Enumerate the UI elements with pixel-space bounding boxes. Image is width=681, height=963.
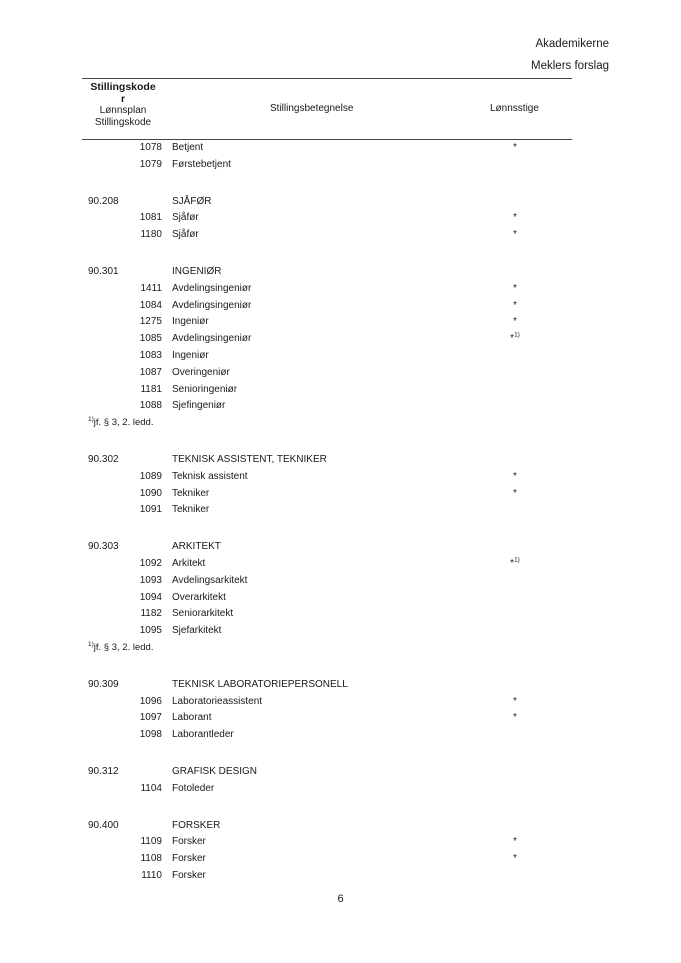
position-code: 1087	[139, 366, 162, 378]
table-row	[0, 590, 681, 607]
table-row	[0, 157, 681, 174]
scale-marker: *	[513, 470, 517, 482]
position-code: 1079	[139, 158, 162, 170]
column-header-scale: Lønnsstige	[490, 103, 539, 114]
scale-marker: *	[513, 836, 517, 848]
column-header-code-sub2: Stillingskode	[94, 117, 152, 128]
table-row	[0, 623, 681, 640]
table-row	[0, 298, 681, 315]
position-code: 1094	[139, 591, 162, 603]
position-code: 1092	[139, 557, 162, 569]
position-code: 1081	[139, 212, 162, 224]
group-code: 90.302	[88, 453, 119, 465]
column-header-title: Stillingsbetegnelse	[270, 103, 354, 114]
position-title: Førstebetjent	[172, 158, 231, 170]
position-title: Tekniker	[172, 504, 210, 516]
table-row	[0, 227, 681, 244]
footnote-ref: 1)	[514, 331, 520, 339]
position-code: 1275	[139, 316, 162, 328]
position-title: Betjent	[172, 142, 204, 153]
table-row	[0, 573, 681, 590]
table-row	[0, 348, 681, 365]
table-row	[0, 486, 681, 503]
table-row	[0, 502, 681, 519]
position-title: Seniorarkitekt	[172, 608, 234, 620]
group-title: ARKITEKT	[172, 541, 221, 553]
footnote-text: $^{1)}$jf. § 3, 2. ledd.	[88, 640, 154, 653]
header-proposal: Meklers forslag	[531, 60, 609, 72]
position-code: 1096	[139, 695, 162, 707]
footnote	[0, 415, 681, 432]
table-row	[0, 140, 681, 157]
scale-marker: *	[513, 853, 517, 865]
scale-marker: *	[513, 299, 517, 311]
position-code: 1088	[139, 400, 162, 412]
position-title: Fotoleder	[172, 782, 215, 794]
group-title: FORSKER	[172, 819, 221, 831]
group-code: 90.312	[88, 765, 119, 777]
table-row	[0, 469, 681, 486]
position-title: Avdelingsingeniør	[172, 282, 252, 294]
position-title: Sjåfør	[172, 212, 199, 224]
table-row	[0, 398, 681, 415]
position-title: Forsker	[172, 853, 206, 865]
header-organization: Akademikerne	[535, 38, 609, 50]
position-title: Senioringeniør	[172, 383, 238, 395]
table-row	[0, 834, 681, 851]
table-row	[0, 781, 681, 798]
group-row	[0, 264, 681, 281]
table-row	[0, 606, 681, 623]
position-title: Forsker	[172, 836, 206, 848]
group-row	[0, 539, 681, 556]
scale-marker: *	[513, 695, 517, 707]
position-title: Teknisk assistent	[172, 470, 248, 482]
position-title: Sjefarkitekt	[172, 625, 222, 637]
position-code: 1089	[139, 470, 162, 482]
column-header-code	[84, 81, 162, 129]
table-row	[0, 331, 681, 348]
scale-marker: *	[513, 487, 517, 499]
position-title: Avdelingsingeniør	[172, 299, 252, 311]
table-row	[0, 868, 681, 885]
scale-marker: *	[513, 229, 517, 241]
group-code: 90.303	[88, 541, 119, 553]
scale-marker: *	[513, 712, 517, 724]
scale-marker: *	[513, 316, 517, 328]
table-row	[0, 314, 681, 331]
table-row	[0, 281, 681, 298]
group-code: 90.301	[88, 265, 119, 277]
column-header-code-sub1: Lønnsplan	[99, 105, 147, 116]
position-code: 1110	[141, 869, 162, 881]
group-row	[0, 194, 681, 211]
position-code: 1181	[140, 383, 162, 395]
group-code: 90.400	[88, 819, 119, 831]
position-title: Avdelingsarkitekt	[172, 574, 248, 586]
scale-marker: *	[513, 212, 517, 224]
scale-marker: *	[513, 142, 517, 153]
table-row	[0, 694, 681, 711]
footnote-mark: 1)	[88, 640, 94, 648]
footnote	[0, 640, 681, 657]
position-table	[0, 140, 681, 885]
position-code: 1093	[139, 574, 162, 586]
group-title: INGENIØR	[172, 265, 222, 277]
position-code: 1095	[139, 625, 162, 637]
scale-marker: *$^{1)}$	[510, 556, 520, 569]
position-title: Laboratorieassistent	[172, 695, 263, 707]
column-header-code-title: Stillingskode	[90, 81, 156, 93]
scale-marker: *$^{1)}$	[510, 331, 520, 345]
table-row	[0, 556, 681, 573]
position-title: Tekniker	[172, 487, 210, 499]
column-header-code-title-r: r	[120, 93, 126, 105]
position-title: Laborant	[172, 712, 212, 724]
position-title: Overarkitekt	[172, 591, 226, 603]
position-code: 1085	[139, 333, 162, 345]
position-code: 1091	[139, 504, 162, 516]
position-title: Ingeniør	[172, 316, 209, 328]
position-code: 1411	[140, 282, 162, 294]
position-code: 1078	[139, 142, 162, 153]
group-row	[0, 452, 681, 469]
position-title: Avdelingsingeniør	[172, 333, 252, 345]
table-row	[0, 710, 681, 727]
position-code: 1098	[139, 729, 162, 741]
position-title: Overingeniør	[172, 366, 230, 378]
position-code: 1182	[140, 608, 162, 620]
footnote-text: $^{1)}$jf. § 3, 2. ledd.	[88, 416, 154, 429]
position-code: 1104	[140, 782, 162, 794]
table-row	[0, 382, 681, 399]
group-code: 90.208	[88, 195, 119, 207]
group-title: GRAFISK DESIGN	[172, 765, 258, 777]
table-row	[0, 210, 681, 227]
group-row	[0, 818, 681, 835]
group-title: TEKNISK ASSISTENT, TEKNIKER	[172, 453, 327, 465]
position-title: Laborantleder	[172, 729, 234, 741]
position-code: 1109	[140, 836, 162, 848]
group-row	[0, 764, 681, 781]
position-code: 1180	[140, 229, 162, 241]
group-title: SJÅFØR	[172, 195, 212, 207]
table-row	[0, 851, 681, 868]
footnote-mark: 1)	[88, 416, 94, 423]
footnote-ref: 1)	[514, 556, 520, 564]
position-code: 1097	[139, 712, 162, 724]
scale-marker: *	[513, 282, 517, 294]
position-title: Arkitekt	[172, 557, 206, 569]
position-title: Sjåfør	[172, 229, 199, 241]
position-code: 1084	[139, 299, 162, 311]
table-row	[0, 365, 681, 382]
group-code: 90.309	[88, 678, 119, 690]
group-row	[0, 677, 681, 694]
position-code: 1108	[140, 853, 162, 865]
position-title: Ingeniør	[172, 349, 209, 361]
page-number: 6	[337, 893, 344, 905]
top-rule	[82, 78, 572, 79]
position-code: 1090	[139, 487, 162, 499]
group-title: TEKNISK LABORATORIEPERSONELL	[172, 678, 348, 690]
position-code: 1083	[139, 349, 162, 361]
position-title: Sjefingeniør	[172, 400, 226, 412]
position-title: Forsker	[172, 869, 206, 881]
table-row	[0, 727, 681, 744]
